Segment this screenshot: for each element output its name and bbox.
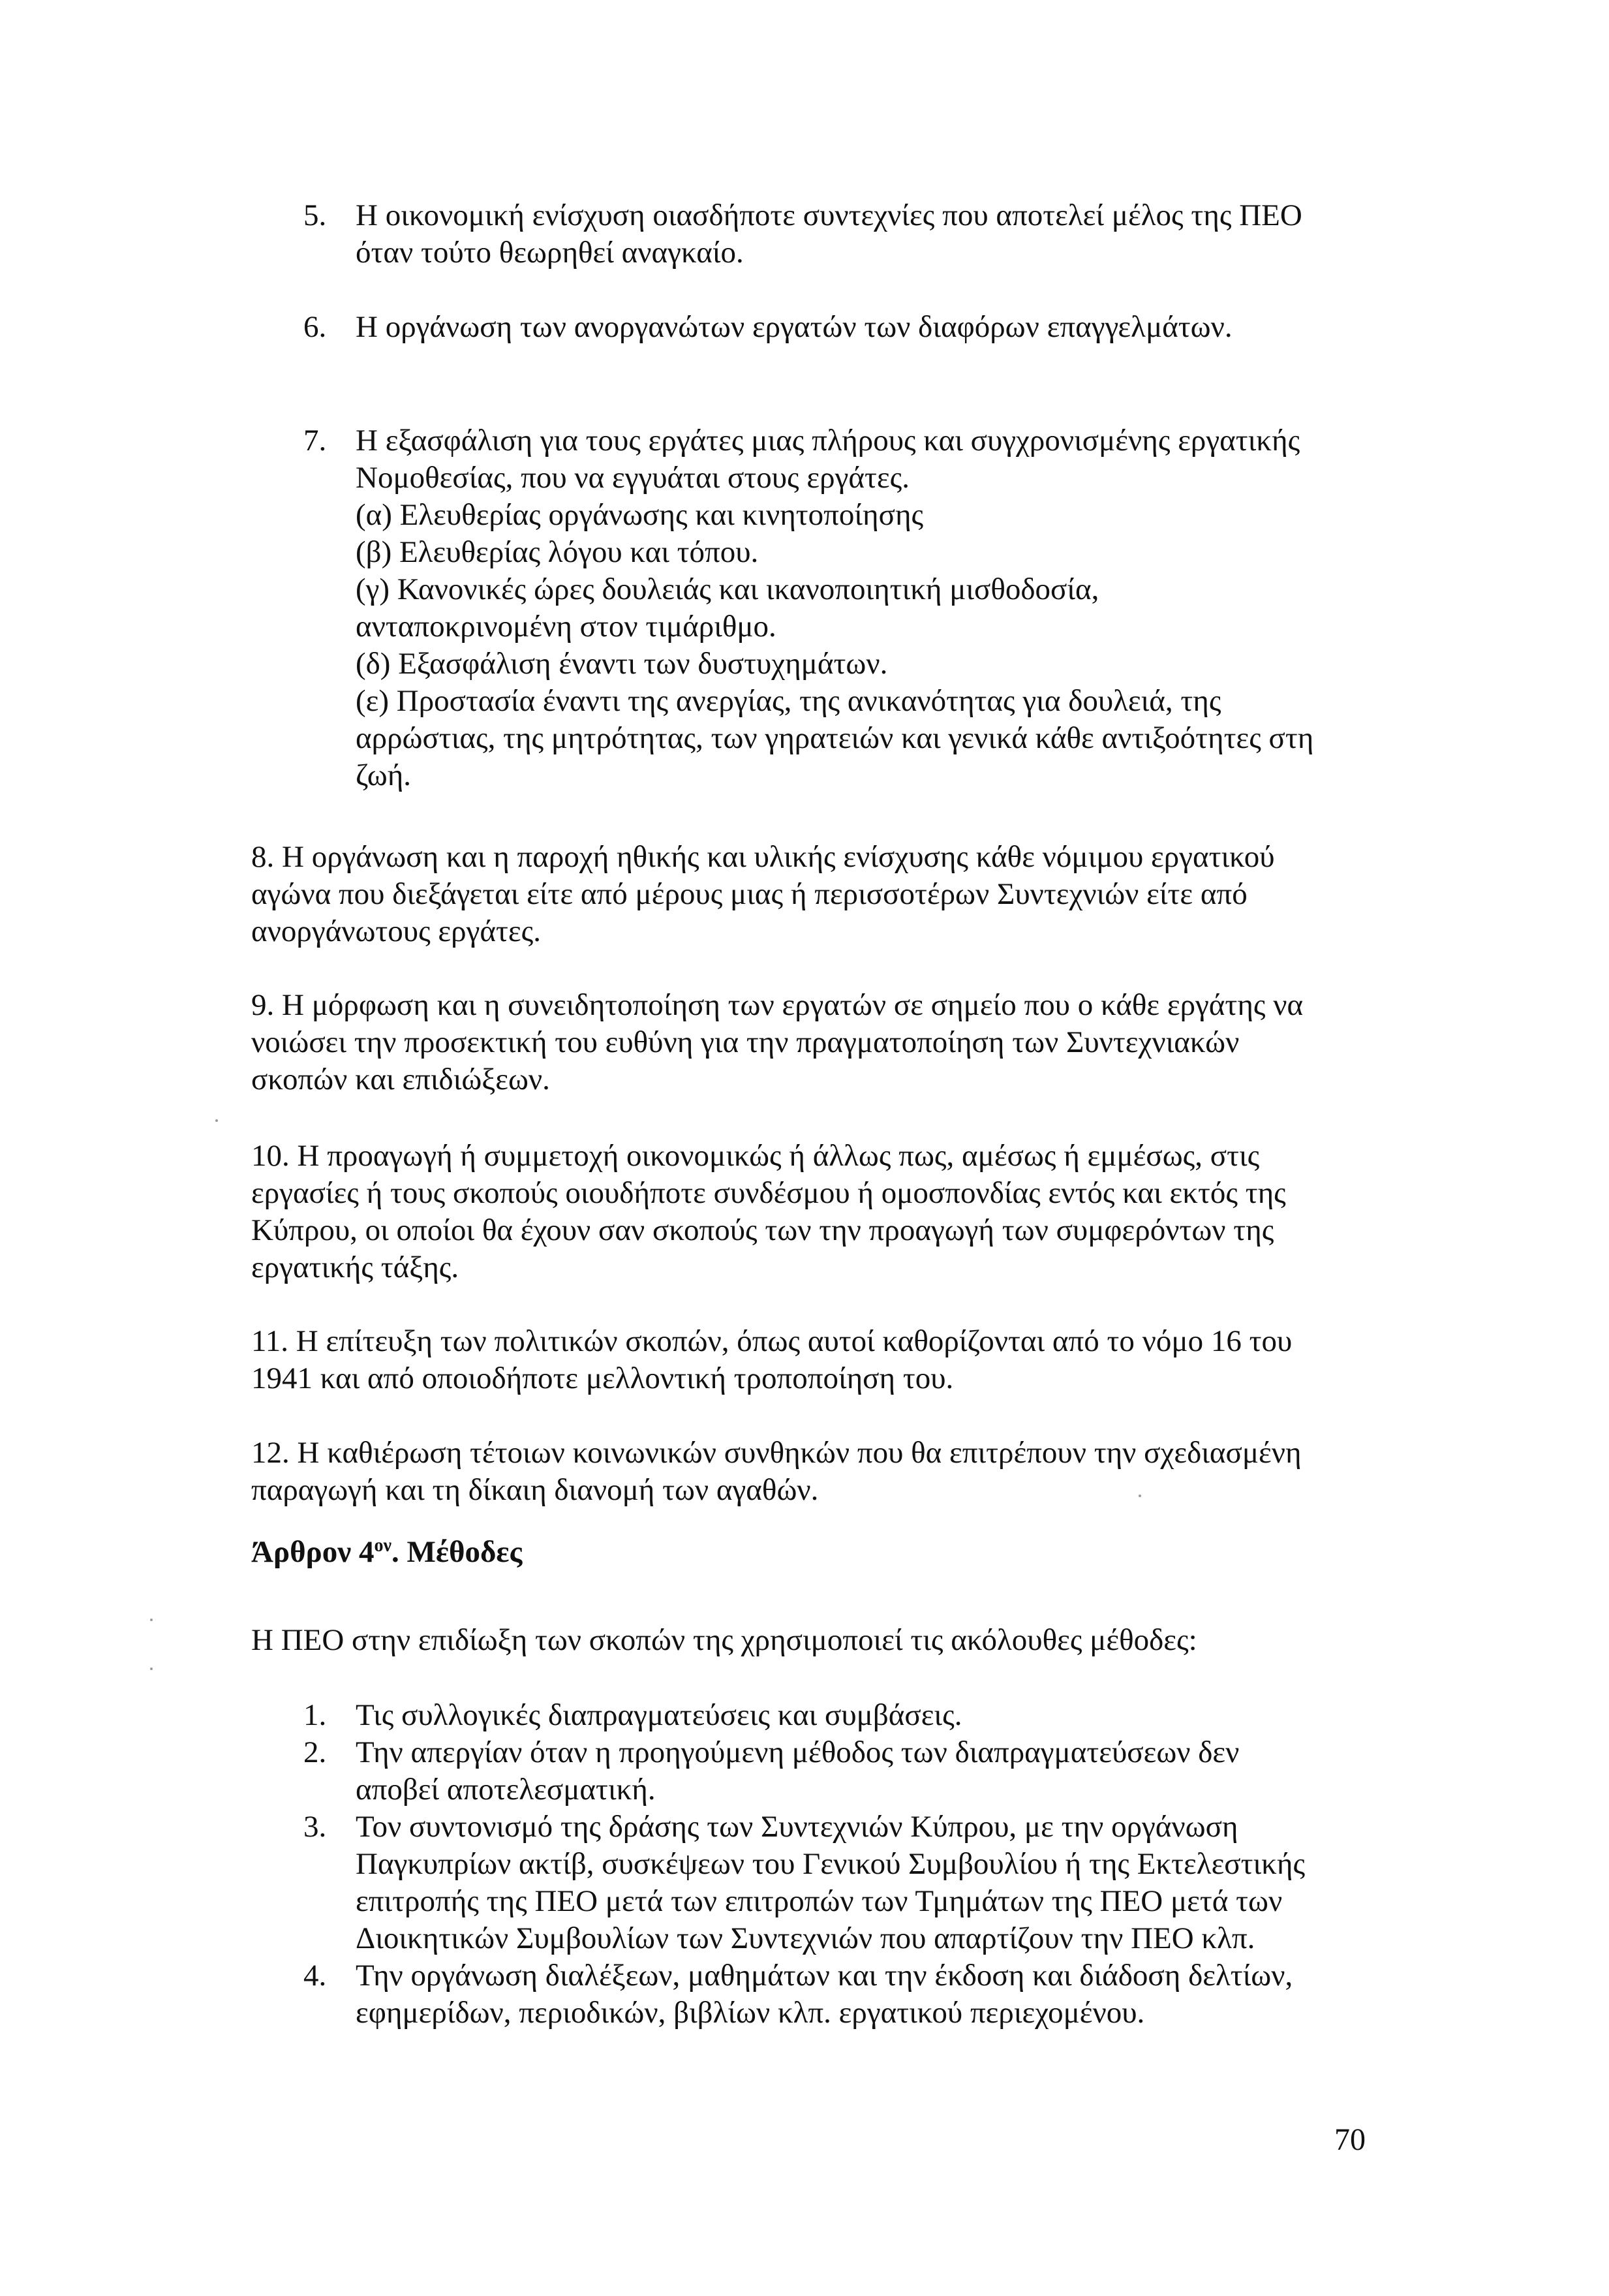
item-number: 2. [303, 1735, 327, 1769]
item-text [356, 1808, 1305, 1957]
text-line: Παγκυπρίων ακτίβ, συσκέψεων του Γενικού Συμβουλίου ή της Εκτελεστικής [356, 1847, 1306, 1881]
text-line: Τις συλλογικές διαπραγματεύσεις και συμβάσεις. [356, 1698, 962, 1732]
text-line: εργασίες ή τους σκοπούς οιουδήποτε συνδέσμου ή ομοσπονδίας εντός και εκτός της [251, 1176, 1286, 1210]
item-text [356, 197, 1302, 271]
scan-speck [150, 1668, 153, 1670]
item-number: 1. [303, 1698, 327, 1732]
heading-rest: . Μέθοδες [391, 1535, 523, 1569]
item-number: 4. [303, 1959, 327, 1993]
item-number: 7. [303, 424, 327, 458]
text-line: Νομοθεσίας, που να εγγυάται στους εργάτες. [356, 461, 910, 495]
text-line: Διοικητικών Συμβουλίων των Συντεχνιών που απαρτίζουν την ΠΕΟ κλπ. [356, 1921, 1255, 1955]
text-line: ανοργάνωτους εργάτες. [251, 914, 541, 948]
text-line: 8. Η οργάνωση και η παροχή ηθικής και υλικής ενίσχυσης κάθε νόμιμου εργατικού [251, 840, 1275, 874]
item-number: 6. [303, 310, 327, 344]
item-text [356, 1697, 962, 1734]
sub-item-d: (δ) Εξασφάλιση έναντι των δυστυχημάτων. [356, 647, 888, 681]
item-text [356, 1734, 1239, 1808]
text-line: 12. Η καθιέρωση τέτοιων κοινωνικών συνθηκών που θα επιτρέπουν την σχεδιασμένη [251, 1436, 1302, 1470]
item-text [356, 422, 1313, 794]
text-line: 9. Η μόρφωση και η συνειδητοποίηση των εργατών σε σημείο που ο κάθε εργάτης να [251, 988, 1304, 1022]
text-line: 11. Η επίτευξη των πολιτικών σκοπών, όπως αυτοί καθορίζονται από το νόμο 16 του [251, 1324, 1293, 1358]
text-line: 1941 και από οποιοδήποτε μελλοντική τροποποίηση του. [251, 1361, 954, 1395]
text-line: Η οργάνωση των ανοργανώτων εργατών των διαφόρων επαγγελμάτων. [356, 310, 1233, 344]
text-line: ανταποκρινομένη στον τιμάριθμο. [356, 610, 776, 644]
paragraph-8 [251, 839, 1275, 950]
text-line: αγώνα που διεξάγεται είτε από μέρους μιας ή περισσοτέρων Συντεχνιών είτε από [251, 877, 1248, 911]
methods-intro [251, 1622, 1197, 1659]
item-number: 3. [303, 1810, 327, 1844]
paragraph-9 [251, 987, 1303, 1098]
sub-item-b: (β) Ελευθερίας λόγου και τόπου. [356, 535, 759, 569]
text-line: εφημερίδων, περιοδικών, βιβλίων κλπ. εργατικού περιεχομένου. [356, 1996, 1145, 2030]
text-line: 10. Η προαγωγή ή συμμετοχή οικονομικώς ή άλλως πως, αμέσως ή εμμέσως, στις [251, 1139, 1260, 1173]
sub-item-e: (ε) Προστασία έναντι της ανεργίας, της ανικανότητας για δουλειά, της [356, 684, 1221, 718]
text-line: αρρώστιας, της μητρότητας, των γηρατειών και γενικά κάθε αντιξοότητες στη [356, 721, 1314, 755]
page-number: 70 [1334, 2122, 1366, 2157]
text-line: Τον συντονισμό της δράσης των Συντεχνιών Κύπρου, με την οργάνωση [356, 1810, 1238, 1844]
paragraph-12 [251, 1435, 1302, 1509]
item-text [356, 309, 1233, 346]
text-line: Η ΠΕΟ στην επιδίωξη των σκοπών της χρησιμοποιεί τις ακόλουθες μέθοδες: [251, 1623, 1197, 1657]
text-line: νοιώσει την προσεκτική του ευθύνη για την πραγματοποίηση των Συντεχνιακών [251, 1025, 1240, 1059]
scan-speck [215, 1119, 218, 1122]
paragraph-10 [251, 1138, 1286, 1286]
text-line: εργατικής τάξης. [251, 1250, 459, 1284]
section-heading [251, 1534, 522, 1571]
paragraph-11 [251, 1323, 1292, 1397]
text-line: επιτροπής της ΠΕΟ μετά των επιτροπών των Τμημάτων της ΠΕΟ μετά των [356, 1884, 1283, 1918]
item-number: 5. [303, 198, 327, 232]
heading-main: Άρθρον 4 [251, 1535, 375, 1569]
scan-speck [1139, 1495, 1141, 1497]
sub-item-a: (α) Ελευθερίας οργάνωσης και κινητοποίησης [356, 498, 924, 532]
heading-superscript: ον [374, 1535, 392, 1556]
text-line: Την οργάνωση διαλέξεων, μαθημάτων και την έκδοση και διάδοση δελτίων, [356, 1959, 1293, 1993]
text-line: Κύπρου, οι οποίοι θα έχουν σαν σκοπούς των την προαγωγή των συμφερόντων της [251, 1213, 1274, 1247]
text-line: όταν τούτο θεωρηθεί αναγκαίο. [356, 236, 744, 270]
text-line: αποβεί αποτελεσματική. [356, 1773, 656, 1807]
text-line: σκοπών και επιδιώξεων. [251, 1063, 550, 1096]
text-line: ζωή. [356, 758, 412, 792]
scan-speck [150, 1619, 153, 1621]
text-line: Την απεργίαν όταν η προηγούμενη μέθοδος των διαπραγματεύσεων δεν [356, 1735, 1240, 1769]
text-line: παραγωγή και τη δίκαιη διανομή των αγαθών. [251, 1473, 819, 1507]
sub-item-c: (γ) Κανονικές ώρες δουλειάς και ικανοποιητική μισθοδοσία, [356, 572, 1099, 606]
text-line: Η εξασφάλιση για τους εργάτες μιας πλήρους και συγχρονισμένης εργατικής [356, 424, 1300, 458]
item-text [356, 1957, 1293, 2032]
text-line: Η οικονομική ενίσχυση οιασδήποτε συντεχνίες που αποτελεί μέλος της ΠΕΟ [356, 198, 1302, 232]
